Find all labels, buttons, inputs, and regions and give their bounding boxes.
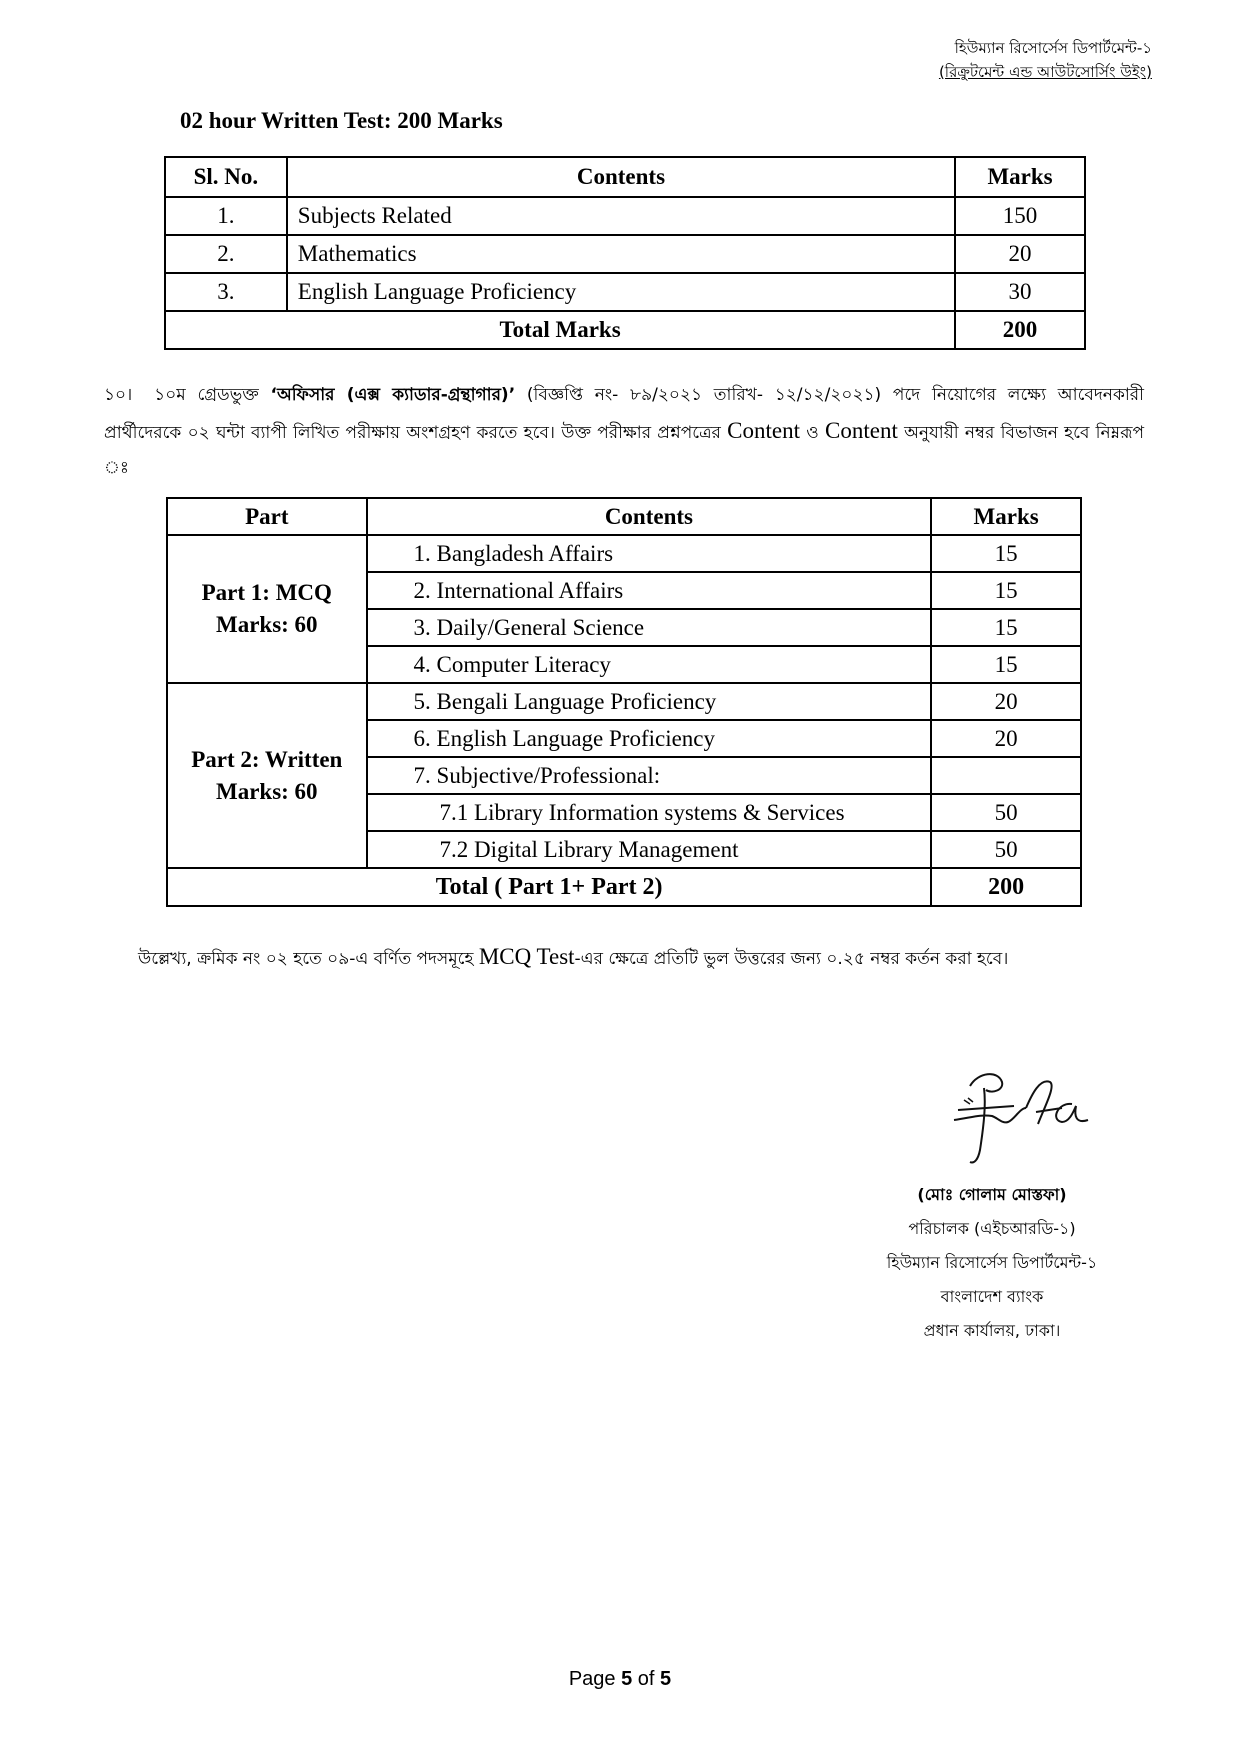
content-cell: 7. Subjective/Professional: bbox=[367, 757, 932, 794]
signatory-name: (মোঃ গোলাম মোস্তফা) bbox=[917, 1185, 1067, 1204]
paragraph-text: (বিজ্ঞপ্তি নং- ৮৯/২০২১ তারিখ- ১২/১২/২০২১) পদে নিয়োগের লক্ষ্যে আবেদনকারী প্রার্থীদেরকে ০২ ঘন্টা ব্যাপী লিখিত পরীক্ষায় অংশগ্রহণ করতে হবে। উক্ত পরীক্ষার প্রশ্নপত্রের bbox=[104, 385, 1144, 443]
post-name: ‘অফিসার (এক্স ক্যাডার-গ্রন্থাগার)’ bbox=[270, 385, 516, 405]
column-header-contents: Contents bbox=[367, 498, 932, 535]
note-text: উল্লেখ্য, ক্রমিক নং ০২ হতে ০৯-এ বর্ণিত পদসমূহে bbox=[138, 949, 479, 969]
paragraph-text: অনুযায়ী নম্বর বিভাজন হবে নিম্নরূপ ঃ bbox=[104, 423, 1144, 478]
marks-cell: 20 bbox=[931, 720, 1081, 757]
marks-cell: 15 bbox=[931, 572, 1081, 609]
written-test-title: 02 hour Written Test: 200 Marks bbox=[180, 108, 503, 133]
signatory-office: প্রধান কার্যালয়, ঢাকা। bbox=[923, 1321, 1061, 1340]
part2-title: Part 2: Written bbox=[191, 746, 343, 772]
marks-cell: 15 bbox=[931, 609, 1081, 646]
instruction-paragraph bbox=[104, 378, 1144, 486]
content-cell: English Language Proficiency bbox=[287, 273, 955, 311]
total-marks: 200 bbox=[931, 868, 1081, 906]
marks-cell: 15 bbox=[931, 646, 1081, 683]
paragraph-english-word: Content bbox=[825, 418, 898, 443]
page-footer bbox=[0, 1668, 1240, 1691]
note-text: -এর ক্ষেত্রে প্রতিটি ভুল উত্তরের জন্য ০.২৫ নম্বর কর্তন করা হবে। bbox=[574, 949, 1009, 969]
total-label: Total Marks bbox=[165, 311, 955, 349]
content-cell: 4. Computer Literacy bbox=[367, 646, 932, 683]
signatory-designation: পরিচালক (এইচআরডি-১) bbox=[908, 1219, 1076, 1238]
content-cell: 7.1 Library Information systems & Services bbox=[367, 794, 932, 831]
table-row bbox=[165, 235, 1085, 273]
table-row bbox=[167, 535, 1081, 572]
part1-cell bbox=[167, 535, 367, 683]
page-word: Page bbox=[568, 1668, 616, 1690]
marks-cell bbox=[931, 757, 1081, 794]
marks-cell: 30 bbox=[955, 273, 1085, 311]
table-header-row bbox=[167, 498, 1081, 535]
marks-cell: 20 bbox=[955, 235, 1085, 273]
paragraph-text: ও bbox=[800, 423, 826, 443]
sl-cell: 1. bbox=[165, 197, 287, 235]
content-cell: 2. International Affairs bbox=[367, 572, 932, 609]
signatory-department: হিউম্যান রিসোর্সেস ডিপার্টমেন্ট-১ bbox=[886, 1253, 1098, 1272]
total-row bbox=[165, 311, 1085, 349]
content-cell: Mathematics bbox=[287, 235, 955, 273]
exam-distribution-table bbox=[166, 497, 1082, 907]
column-header-marks: Marks bbox=[931, 498, 1081, 535]
content-cell: 3. Daily/General Science bbox=[367, 609, 932, 646]
content-cell: 7.2 Digital Library Management bbox=[367, 831, 932, 868]
handwritten-signature bbox=[940, 1064, 1100, 1174]
table-row bbox=[165, 197, 1085, 235]
table-row bbox=[165, 273, 1085, 311]
current-page: 5 bbox=[621, 1668, 633, 1690]
part2-marks: Marks: 60 bbox=[215, 778, 318, 804]
content-cell: 5. Bengali Language Proficiency bbox=[367, 683, 932, 720]
table-header-row bbox=[165, 157, 1085, 197]
wing-name: (রিক্রুটমেন্ট এন্ড আউটসোর্সিং উইং) bbox=[938, 63, 1152, 81]
total-label: Total ( Part 1+ Part 2) bbox=[167, 868, 931, 906]
part1-title: Part 1: MCQ bbox=[201, 580, 332, 605]
part2-cell bbox=[167, 683, 367, 868]
column-header-contents: Contents bbox=[287, 157, 955, 197]
department-name: হিউম্যান রিসোর্সেস ডিপার্টমেন্ট-১ bbox=[954, 39, 1152, 57]
column-header-sl: Sl. No. bbox=[165, 157, 287, 197]
paragraph-text: ১০ম গ্রেডভুক্ত bbox=[154, 385, 271, 405]
total-row bbox=[167, 868, 1081, 906]
paragraph-english-word: Content bbox=[727, 418, 801, 443]
negative-marking-note bbox=[138, 944, 1008, 974]
content-cell: 1. Bangladesh Affairs bbox=[367, 535, 932, 572]
department-header bbox=[939, 36, 1152, 84]
paragraph-number: ১০। bbox=[104, 385, 133, 405]
table-row bbox=[167, 683, 1081, 720]
marks-cell: 20 bbox=[931, 683, 1081, 720]
marks-cell: 50 bbox=[931, 794, 1081, 831]
note-english-term: MCQ Test bbox=[478, 944, 575, 969]
signatory-block bbox=[832, 1178, 1152, 1348]
column-header-marks: Marks bbox=[955, 157, 1085, 197]
sl-cell: 3. bbox=[165, 273, 287, 311]
marks-cell: 150 bbox=[955, 197, 1085, 235]
total-marks: 200 bbox=[955, 311, 1085, 349]
content-cell: Subjects Related bbox=[287, 197, 955, 235]
total-pages: 5 bbox=[660, 1668, 672, 1690]
column-header-part: Part bbox=[167, 498, 367, 535]
signatory-organization: বাংলাদেশ ব্যাংক bbox=[940, 1287, 1044, 1306]
content-cell: 6. English Language Proficiency bbox=[367, 720, 932, 757]
sl-cell: 2. bbox=[165, 235, 287, 273]
marks-cell: 50 bbox=[931, 831, 1081, 868]
part1-marks: Marks: 60 bbox=[215, 612, 318, 637]
marks-cell: 15 bbox=[931, 535, 1081, 572]
written-test-table bbox=[164, 156, 1086, 350]
of-word: of bbox=[637, 1668, 655, 1690]
